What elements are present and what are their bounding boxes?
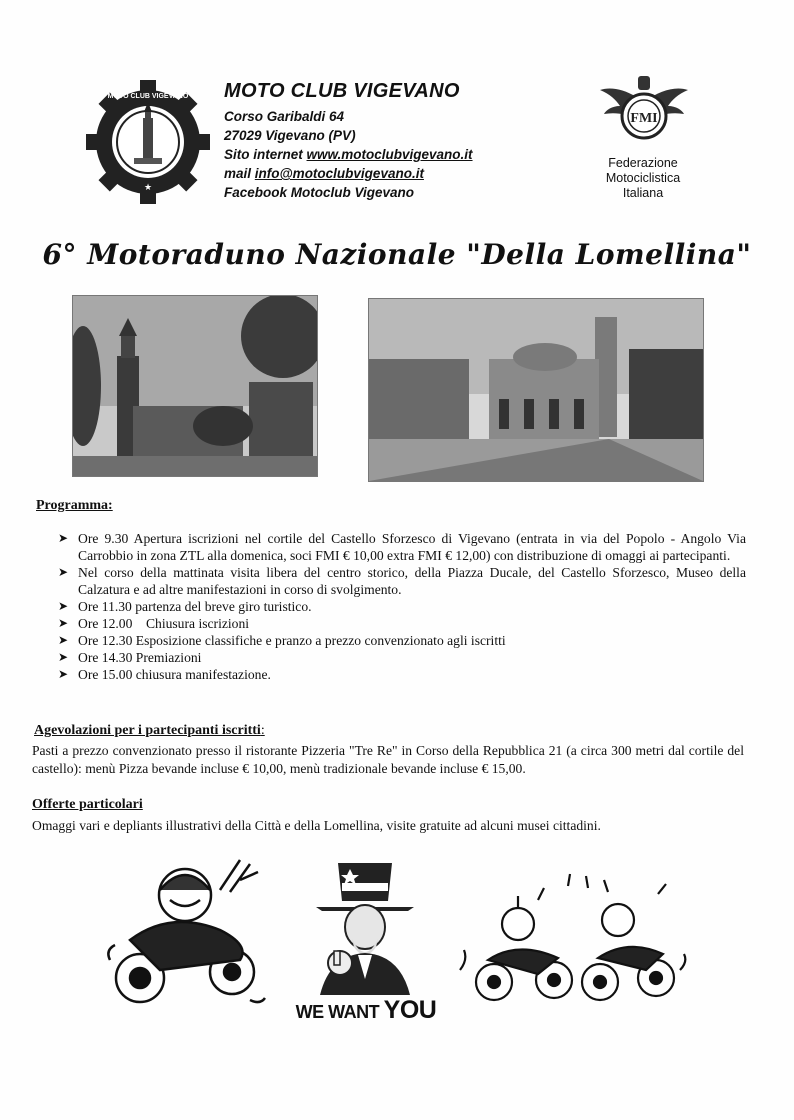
- site-link[interactable]: www.motoclubvigevano.it: [306, 147, 473, 162]
- arrow-bullet-icon: ➤: [58, 565, 69, 579]
- agevolazioni-heading: Agevolazioni per i partecipanti iscritti:: [34, 723, 265, 738]
- event-title: 6° Motoraduno Nazionale "Della Lomellina": [42, 238, 752, 271]
- arrow-bullet-icon: ➤: [58, 599, 69, 613]
- arrow-bullet-icon: ➤: [58, 633, 69, 647]
- fmi-line-3: Italiana: [622, 186, 664, 200]
- list-item: ➤ Ore 15.00 chiusura manifestazione.: [58, 667, 271, 682]
- logo-text: MOTO CLUB VIGEVANO: [107, 93, 189, 100]
- fmi-name: [580, 156, 706, 201]
- arrow-bullet-icon: ➤: [58, 667, 69, 681]
- list-item: ➤ Ore 12.00 Chiusura iscrizioni: [58, 616, 250, 631]
- we-want-text: WE WANT: [295, 1002, 380, 1022]
- arrow-bullet-icon: ➤: [58, 531, 69, 545]
- svg-text:★: ★: [143, 182, 153, 192]
- fmi-logo: [598, 72, 690, 152]
- club-mail: [224, 164, 473, 183]
- club-website: [224, 145, 473, 164]
- mail-label: mail: [224, 166, 252, 181]
- biker-cartoon-left: [100, 850, 270, 1015]
- offerte-text: Omaggi vari e depliants illustrativi della Città e della Lomellina, visite gratuite ad alcuni musei cittadini.: [32, 818, 601, 833]
- arrow-bullet-icon: ➤: [58, 650, 69, 664]
- club-name: MOTO CLUB VIGEVANO: [224, 80, 460, 102]
- arrow-bullet-icon: ➤: [58, 616, 69, 630]
- club-address: Corso Garibaldi 64: [224, 109, 345, 124]
- mail-link[interactable]: info@motoclubvigevano.it: [254, 166, 424, 181]
- fmi-line-2: Motociclistica: [605, 171, 681, 185]
- club-city: 27029 Vigevano (PV): [224, 128, 356, 143]
- site-label: Sito internet: [224, 147, 303, 162]
- programma-list: [56, 530, 746, 683]
- we-want-you-caption: [276, 996, 456, 1025]
- club-info: [224, 80, 473, 202]
- club-facebook: Facebook Motoclub Vigevano: [224, 185, 415, 200]
- list-item: ➤ Ore 14.30 Premiazioni: [58, 650, 202, 665]
- agevolazioni-text: Pasti a prezzo convenzionato presso il ristorante Pizzeria "Tre Re" in Corso della Repubblica 21 (a circa 300 metri dal cortile del castello): menù Pizza bevande incluse € 10,00, menù tradizionale bevande incluse € 15,00.: [32, 743, 744, 776]
- list-item: ➤ Ore 11.30 partenza del breve giro turistico.: [58, 599, 312, 614]
- fmi-line-1: Federazione: [608, 156, 678, 170]
- list-item: ➤ Ore 9.30 Apertura iscrizioni nel cortile del Castello Sforzesco di Vigevano (entrata in via del Popolo - Angolo Via Carrobbio in zona ZTL alla domenica, soci FMI € 10,00 extra FMI € 12,00) con distribuzione di omaggi ai partecipanti.: [58, 531, 746, 563]
- list-item: ➤ Ore 12.30 Esposizione classifiche e pranzo a prezzo convenzionato agli iscritti: [58, 633, 506, 648]
- piazza-ducale-photo: [368, 298, 704, 482]
- bikers-cartoon-right: [458, 870, 690, 1010]
- fmi-logo-text: FMI: [630, 111, 658, 126]
- list-item: ➤ Nel corso della mattinata visita libera del centro storico, della Piazza Ducale, del Castello Sforzesco, Museo della Calzatura e ad altre manifestazioni in corso di svolgimento.: [58, 565, 746, 597]
- you-text: YOU: [383, 996, 437, 1024]
- castle-tower-photo: [72, 295, 318, 477]
- moto-club-vigevano-logo: [84, 78, 212, 206]
- offerte-heading: Offerte particolari: [32, 797, 143, 812]
- programma-heading: Programma:: [36, 498, 113, 513]
